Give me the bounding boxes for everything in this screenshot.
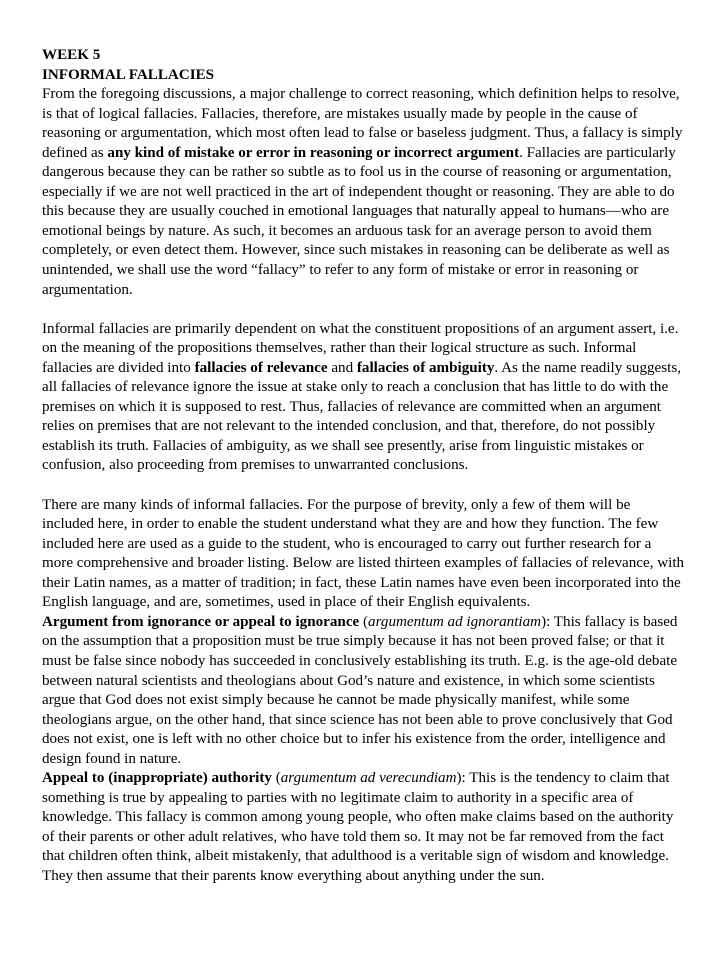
section-title: INFORMAL FALLACIES bbox=[42, 66, 215, 83]
paragraph-gap bbox=[42, 300, 686, 320]
week-heading: WEEK 5 bbox=[42, 47, 101, 63]
paragraph-appeal-to-ignorance: Argument from ignorance or appeal to ignorance (argumentum ad ignorantiam): This fallacy is based on the assumption that a proposition must be true simply because it has not been proved false; or that it must be false since nobody has succeeded in conclusively establishing its truth. E.g. is the age-old debate between natural scientists and theologians about God’s nature and existence, in which some scientists argue that God does not exist simply because he cannot be made physically manifest, while some theologians argue, on the other hand, that since science has not been able to prove conclusively that God does not exist, one is left with no other choice but to infer his existence from the order, intelligence and design found in nature. bbox=[42, 613, 678, 767]
fallacy-definition-bold: any kind of mistake or error in reasoning or incorrect argument bbox=[107, 144, 520, 161]
paragraph-gap bbox=[42, 476, 686, 496]
paragraph-kinds-of-fallacies: There are many kinds of informal fallacies. For the purpose of brevity, only a few of them will be included here, in order to enable the student understand what they are and how they function. The few included here are used as a guide to the student, who is encouraged to carry out further research for a more comprehensive and broader listing. Below are listed thirteen examples of fallacies of relevance, with their Latin names, as a matter of tradition; in fact, these Latin names have even been incorporated into the English language, and are, sometimes, used in place of their English equivalents. bbox=[42, 496, 685, 611]
latin-ad-ignorantiam: argumentum ad ignorantiam bbox=[368, 613, 542, 630]
paragraph-fallacy-definition: From the foregoing discussions, a major challenge to correct reasoning, which definition helps to resolve, is that of logical fallacies. Fallacies, therefore, are mistakes usually made by people in the cause of reasoning or argumentation, which most often lead to false or baseless judgment. Thus, a fallacy is simply defined as any kind of mistake or error in reasoning or incorrect argument. Fallacies are particularly dangerous because they can be rather so subtle as to fool us in the course of reasoning or argumentation, especially if we are not well practiced in the art of independent thought or reasoning. They are able to do this because they are usually couched in emotional languages that naturally appeal to humans—who are emotional beings by nature. As such, it becomes an arduous task for an average person to avoid them completely, or even detect them. However, since such mistakes in reasoning can be deliberate as well as unintended, we shall use the word “fallacy” to refer to any form of mistake or error in reasoning or argumentation. bbox=[42, 86, 683, 298]
term-fallacies-of-relevance: fallacies of relevance bbox=[194, 359, 328, 376]
term-appeal-to-authority: Appeal to (inappropriate) authority bbox=[42, 770, 272, 787]
term-fallacies-of-ambiguity: fallacies of ambiguity bbox=[356, 359, 495, 376]
term-appeal-to-ignorance: Argument from ignorance or appeal to ignorance bbox=[42, 613, 360, 630]
latin-ad-verecundiam: argumentum ad verecundiam bbox=[280, 770, 457, 787]
paragraph-appeal-to-authority: Appeal to (inappropriate) authority (argumentum ad verecundiam): This is the tendency to claim that something is true by appealing to parties with no legitimate claim to authority in a specific area of knowledge. This fallacy is common among young people, who often make claims based on the authority of their parents or other adult relatives, who have told them so. It may not be far removed from the fact that children often think, albeit mistakenly, that adulthood is a veritable sign of wisdom and knowledge. They then assume that their parents know everything about anything under the sun. bbox=[42, 770, 674, 884]
paragraph-informal-fallacies: Informal fallacies are primarily dependent on what the constituent propositions of an argument assert, i.e. on the meaning of the propositions themselves, rather than their logical structure as such. Informal fallacies are divided into fallacies of relevance and fallacies of ambiguity. As the name readily suggests, all fallacies of relevance ignore the issue at stake only to reach a conclusion that has little to do with the premises on which it is supposed to rest. Thus, fallacies of relevance are committed when an argument relies on premises that are not relevant to the intended conclusion, and that, therefore, do not possibly establish its truth. Fallacies of ambiguity, as we shall see presently, arise from linguistic mistakes or confusion, also proceeding from premises to unwarranted conclusions. bbox=[42, 320, 681, 474]
